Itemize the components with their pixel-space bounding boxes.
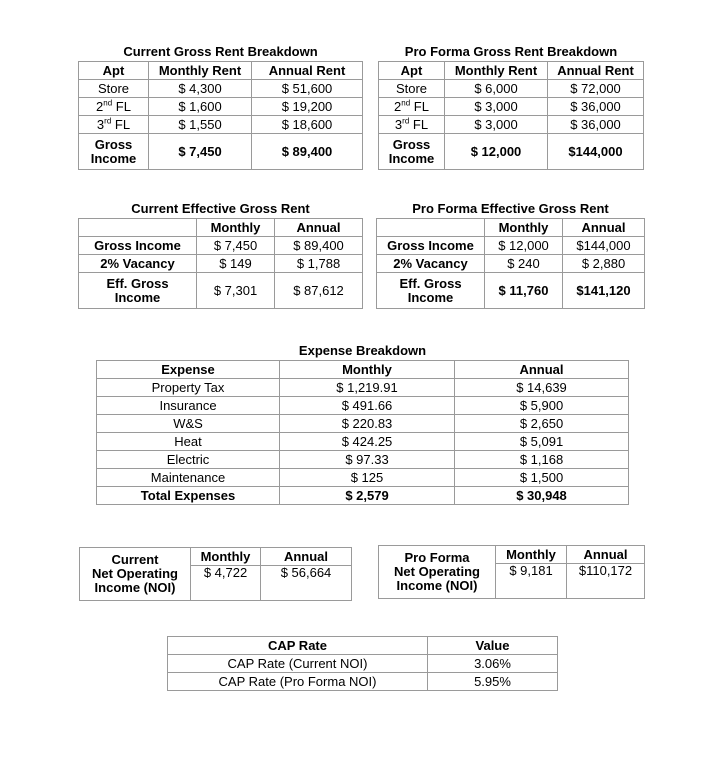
current-effective-gross-section — [78, 201, 363, 309]
monthly-cell: $ 4,722 — [191, 566, 261, 601]
proforma-effective-gross-section — [376, 201, 645, 309]
table-row — [97, 397, 629, 415]
table-row — [168, 655, 558, 673]
current-noi-section — [79, 547, 352, 601]
annual-cell: $ 36,000 — [548, 98, 644, 116]
table-header-row — [79, 62, 363, 80]
cap-rate-table — [167, 636, 558, 691]
monthly-cell: $ 97.33 — [280, 451, 455, 469]
current-gross-rent-section — [78, 44, 363, 170]
total-label: Total Expenses — [97, 487, 280, 505]
annual-cell: $ 5,900 — [455, 397, 629, 415]
table-row — [97, 451, 629, 469]
row-label: 2% Vacancy — [377, 255, 485, 273]
column-header: Annual Rent — [252, 62, 363, 80]
table-row — [97, 415, 629, 433]
monthly-cell: $ 424.25 — [280, 433, 455, 451]
monthly-cell: $ 220.83 — [280, 415, 455, 433]
total-row — [97, 487, 629, 505]
total-row — [377, 273, 645, 309]
apt-cell: Store — [79, 80, 149, 98]
annual-cell: $ 18,600 — [252, 116, 363, 134]
total-annual: $144,000 — [548, 134, 644, 170]
total-label: Eff. Gross Income — [377, 273, 485, 309]
monthly-cell: $ 3,000 — [445, 116, 548, 134]
column-header: Monthly Rent — [445, 62, 548, 80]
annual-cell: $110,172 — [567, 564, 645, 599]
proforma-noi-section — [378, 545, 645, 599]
monthly-cell: $ 1,219.91 — [280, 379, 455, 397]
total-row — [79, 134, 363, 170]
monthly-cell: $ 491.66 — [280, 397, 455, 415]
proforma-gross-rent-table — [378, 61, 644, 170]
table-row — [97, 433, 629, 451]
table-row — [168, 673, 558, 691]
table-row — [377, 237, 645, 255]
expense-breakdown-section — [96, 343, 629, 505]
column-header: Expense — [97, 361, 280, 379]
cap-rate-label: CAP Rate (Pro Forma NOI) — [168, 673, 428, 691]
proforma-effective-gross-table — [376, 218, 645, 309]
proforma-effective-gross-title: Pro Forma Effective Gross Rent — [412, 201, 609, 216]
column-header — [377, 219, 485, 237]
column-header: Monthly Rent — [149, 62, 252, 80]
column-header: Annual — [261, 548, 352, 566]
column-header: Annual — [567, 546, 645, 564]
expense-label: Insurance — [97, 397, 280, 415]
table-row — [377, 255, 645, 273]
total-row — [379, 134, 644, 170]
table-row — [79, 116, 363, 134]
table-header-row — [379, 546, 645, 564]
row-label: 2% Vacancy — [79, 255, 197, 273]
noi-label: Current Net Operating Income (NOI) — [80, 548, 191, 601]
total-label: Gross Income — [379, 134, 445, 170]
current-effective-gross-table — [78, 218, 363, 309]
total-row — [79, 273, 363, 309]
table-row — [79, 237, 363, 255]
expense-breakdown-title: Expense Breakdown — [298, 343, 427, 358]
total-annual: $ 30,948 — [455, 487, 629, 505]
table-header-row — [97, 361, 629, 379]
annual-cell: $ 5,091 — [455, 433, 629, 451]
table-row — [97, 379, 629, 397]
column-header — [79, 219, 197, 237]
current-gross-rent-table — [78, 61, 363, 170]
column-header: CAP Rate — [168, 637, 428, 655]
annual-cell: $ 14,639 — [455, 379, 629, 397]
monthly-cell: $ 6,000 — [445, 80, 548, 98]
column-header: Apt — [79, 62, 149, 80]
table-header-row — [379, 62, 644, 80]
annual-cell: $ 56,664 — [261, 566, 352, 601]
current-effective-gross-title: Current Effective Gross Rent — [131, 201, 310, 216]
expense-label: Heat — [97, 433, 280, 451]
table-row — [379, 98, 644, 116]
expense-label: W&S — [97, 415, 280, 433]
monthly-cell: $ 125 — [280, 469, 455, 487]
expense-label: Electric — [97, 451, 280, 469]
column-header: Monthly — [485, 219, 563, 237]
column-header: Monthly — [191, 548, 261, 566]
annual-cell: $ 2,650 — [455, 415, 629, 433]
annual-cell: $ 19,200 — [252, 98, 363, 116]
noi-label: Pro Forma Net Operating Income (NOI) — [379, 546, 496, 599]
cap-rate-section — [167, 636, 558, 691]
table-row — [379, 80, 644, 98]
column-header: Monthly — [280, 361, 455, 379]
table-header-row — [377, 219, 645, 237]
table-row — [79, 255, 363, 273]
total-monthly: $ 7,450 — [149, 134, 252, 170]
monthly-cell: $ 4,300 — [149, 80, 252, 98]
total-annual: $ 87,612 — [275, 273, 363, 309]
expense-breakdown-table — [96, 360, 629, 505]
monthly-cell: $ 1,600 — [149, 98, 252, 116]
current-noi-table — [79, 547, 352, 601]
monthly-cell: $ 3,000 — [445, 98, 548, 116]
apt-cell: 3rd FL — [79, 116, 149, 134]
column-header: Value — [428, 637, 558, 655]
monthly-cell: $ 149 — [197, 255, 275, 273]
monthly-cell: $ 1,550 — [149, 116, 252, 134]
expense-label: Maintenance — [97, 469, 280, 487]
apt-cell: Store — [379, 80, 445, 98]
monthly-cell: $ 9,181 — [496, 564, 567, 599]
apt-cell: 2nd FL — [379, 98, 445, 116]
expense-label: Property Tax — [97, 379, 280, 397]
table-row — [97, 469, 629, 487]
annual-cell: $ 72,000 — [548, 80, 644, 98]
total-monthly: $ 2,579 — [280, 487, 455, 505]
proforma-gross-rent-title: Pro Forma Gross Rent Breakdown — [404, 44, 618, 59]
table-row — [379, 116, 644, 134]
annual-cell: $ 1,168 — [455, 451, 629, 469]
annual-cell: $ 1,788 — [275, 255, 363, 273]
column-header: Annual — [563, 219, 645, 237]
column-header: Monthly — [496, 546, 567, 564]
annual-cell: $ 51,600 — [252, 80, 363, 98]
table-header-row — [79, 219, 363, 237]
monthly-cell: $ 240 — [485, 255, 563, 273]
annual-cell: $ 89,400 — [275, 237, 363, 255]
annual-cell: $ 1,500 — [455, 469, 629, 487]
monthly-cell: $ 12,000 — [485, 237, 563, 255]
total-monthly: $ 7,301 — [197, 273, 275, 309]
row-label: Gross Income — [377, 237, 485, 255]
total-label: Gross Income — [79, 134, 149, 170]
table-row — [79, 98, 363, 116]
total-monthly: $ 11,760 — [485, 273, 563, 309]
monthly-cell: $ 7,450 — [197, 237, 275, 255]
cap-rate-value: 5.95% — [428, 673, 558, 691]
total-label: Eff. Gross Income — [79, 273, 197, 309]
column-header: Annual Rent — [548, 62, 644, 80]
cap-rate-value: 3.06% — [428, 655, 558, 673]
proforma-noi-table — [378, 545, 645, 599]
apt-cell: 2nd FL — [79, 98, 149, 116]
annual-cell: $144,000 — [563, 237, 645, 255]
table-row — [79, 80, 363, 98]
column-header: Apt — [379, 62, 445, 80]
annual-cell: $ 2,880 — [563, 255, 645, 273]
column-header: Annual — [455, 361, 629, 379]
cap-rate-label: CAP Rate (Current NOI) — [168, 655, 428, 673]
table-header-row — [80, 548, 352, 566]
apt-cell: 3rd FL — [379, 116, 445, 134]
current-gross-rent-title: Current Gross Rent Breakdown — [123, 44, 318, 59]
proforma-gross-rent-section — [378, 44, 644, 170]
column-header: Annual — [275, 219, 363, 237]
annual-cell: $ 36,000 — [548, 116, 644, 134]
total-annual: $141,120 — [563, 273, 645, 309]
total-monthly: $ 12,000 — [445, 134, 548, 170]
total-annual: $ 89,400 — [252, 134, 363, 170]
table-header-row — [168, 637, 558, 655]
column-header: Monthly — [197, 219, 275, 237]
row-label: Gross Income — [79, 237, 197, 255]
